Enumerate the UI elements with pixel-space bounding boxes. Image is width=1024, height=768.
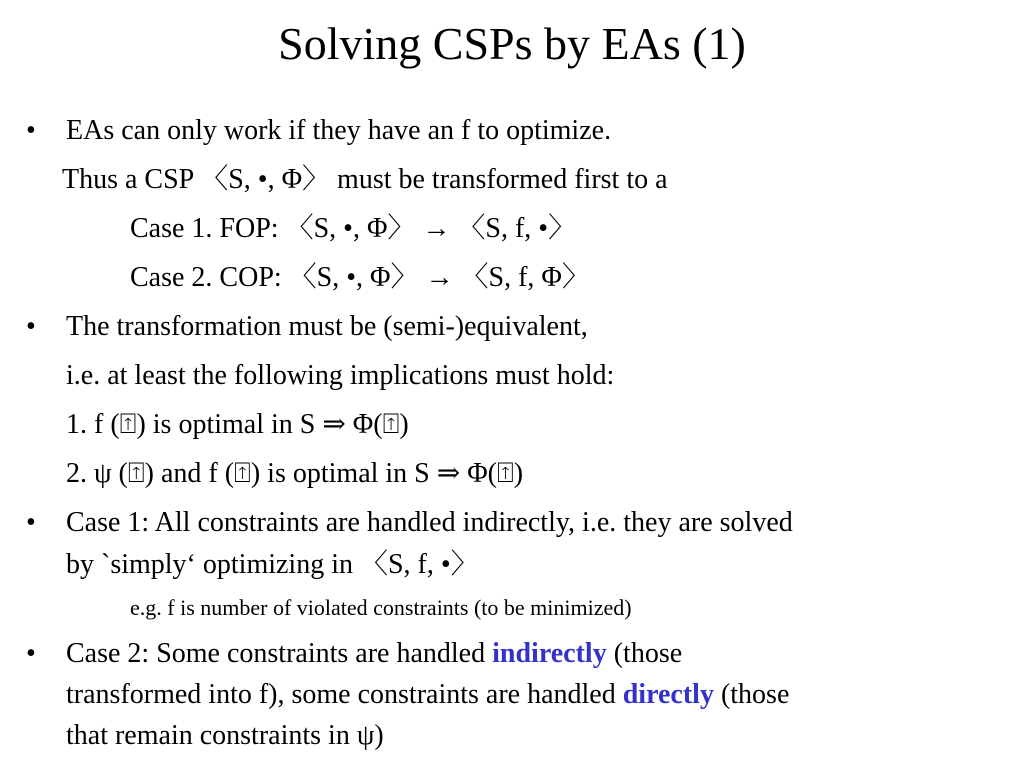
bullet-4: • bbox=[26, 638, 36, 669]
line-example-note: e.g. f is number of violated constraints (to be minimized) bbox=[130, 595, 632, 620]
line-case-2-mixed bbox=[66, 637, 682, 671]
line-implication-1: 1. f (⍐) is optimal in S ⇒ Φ(⍐) bbox=[66, 409, 409, 440]
line-implications: i.e. at least the following implications must hold: bbox=[66, 360, 615, 391]
text-segment: (those bbox=[606, 638, 683, 669]
text-segment: Case 2: Some constraints are handled bbox=[66, 638, 493, 669]
line-case-2-cop: Case 2. COP: 〈S, •, Φ〉 → 〈S, f, Φ〉 bbox=[130, 262, 590, 293]
line-implication-2: 2. ψ (⍐) and f (⍐) is optimal in S ⇒ Φ(⍐) bbox=[66, 458, 524, 489]
line-transformation: The transformation must be (semi-)equivalent, bbox=[66, 311, 588, 342]
line-remain-constraints: that remain constraints in ψ) bbox=[66, 720, 384, 751]
line-case-1-fop: Case 1. FOP: 〈S, •, Φ〉 → 〈S, f, •〉 bbox=[130, 213, 577, 244]
slide-title: Solving CSPs by EAs (1) bbox=[278, 18, 746, 69]
bullet-3: • bbox=[26, 507, 36, 538]
line-csp-transform: Thus a CSP 〈S, •, Φ〉 must be transformed first to a bbox=[62, 164, 668, 195]
text-segment: (those bbox=[713, 679, 790, 710]
line-eas-optimize: EAs can only work if they have an f to optimize. bbox=[66, 115, 612, 146]
line-case-1-indirect: Case 1: All constraints are handled indirectly, i.e. they are solved bbox=[66, 507, 793, 538]
highlight-indirectly: indirectly bbox=[492, 638, 607, 669]
line-transformed-into-f bbox=[66, 678, 789, 712]
line-simply-optimizing: by `simply‘ optimizing in 〈S, f, •〉 bbox=[66, 549, 479, 580]
bullet-2: • bbox=[26, 311, 36, 342]
highlight-directly: directly bbox=[622, 679, 714, 710]
text-segment: transformed into f), some constraints are handled bbox=[66, 679, 623, 710]
bullet-1: • bbox=[26, 115, 36, 146]
